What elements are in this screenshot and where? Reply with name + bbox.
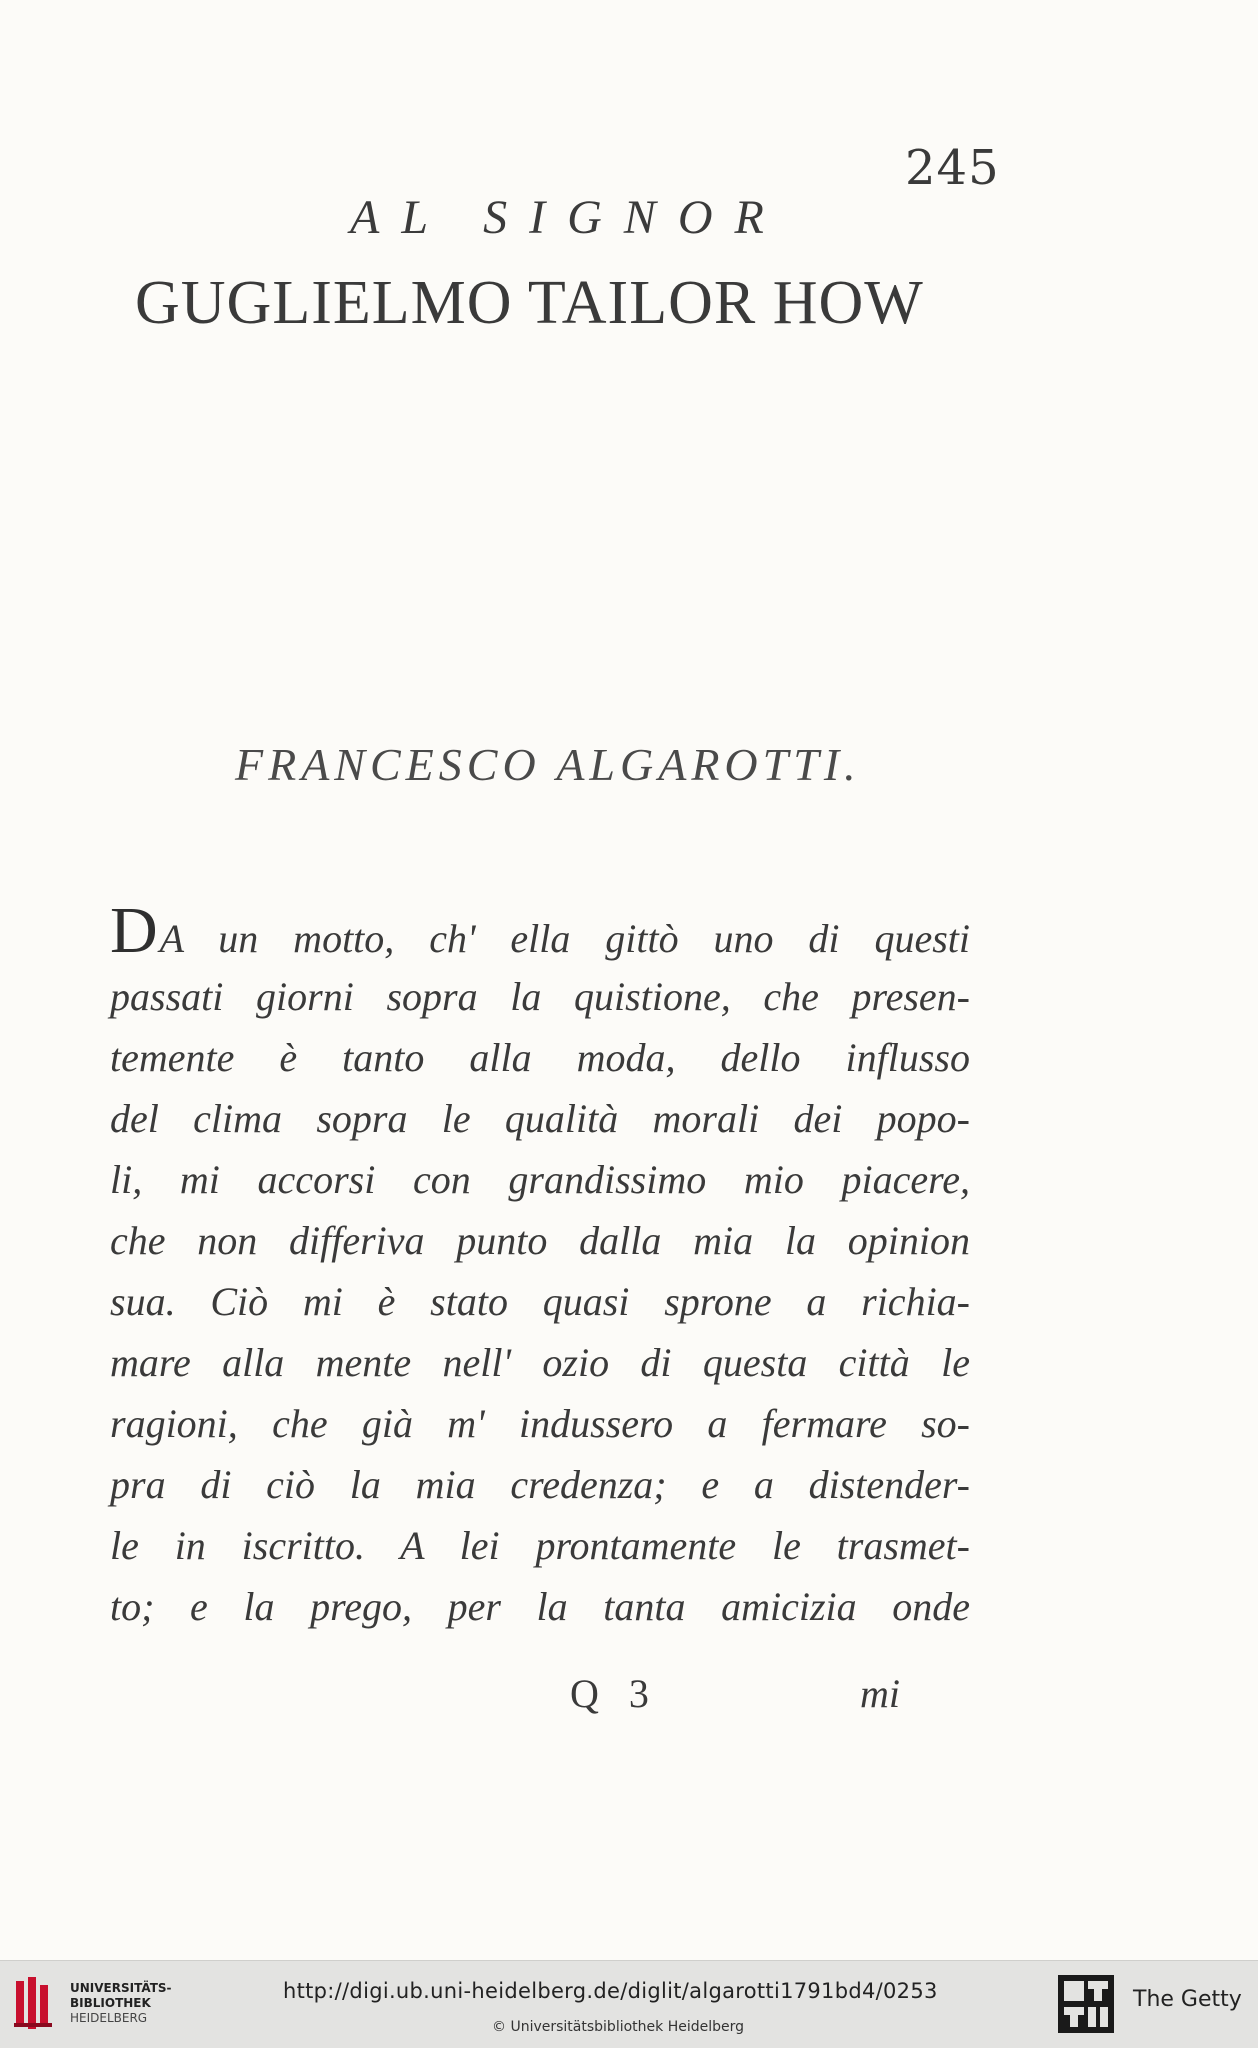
recipient-heading: GUGLIELMO TAILOR HOW — [135, 269, 924, 337]
letter-body — [110, 894, 970, 1637]
body-line: pra di ciò la mia credenza; e a distender- — [110, 1462, 970, 1507]
drop-cap: D — [110, 894, 156, 967]
partner-name[interactable]: The Getty — [1133, 1987, 1242, 2012]
body-line: mare alla mente nell' ozio di questa città le — [110, 1340, 970, 1385]
body-line: del clima sopra le qualità morali dei popo- — [110, 1096, 970, 1141]
signature-mark: Q 3 — [570, 1671, 659, 1716]
body-line: passati giorni sopra la quistione, che presen- — [110, 974, 970, 1019]
viewer-footer — [0, 1960, 1258, 2048]
sender-heading: FRANCESCO ALGAROTTI. — [235, 739, 861, 790]
salutation-heading: AL SIGNOR — [350, 191, 786, 244]
library-name-line1: UNIVERSITÄTS- — [70, 1981, 172, 1995]
library-name — [70, 1981, 172, 2026]
permalink-url[interactable]: http://digi.ub.uni-heidelberg.de/diglit/algarotti1791bd4/0253 — [283, 1979, 938, 2003]
library-name-line2: BIBLIOTHEK — [70, 1996, 151, 2010]
body-line — [110, 894, 970, 967]
body-line: le in iscritto. A lei prontamente le trasmet- — [110, 1523, 970, 1568]
getty-logo-icon[interactable] — [1058, 1975, 1114, 2033]
library-name-line3: HEIDELBERG — [70, 2011, 148, 2025]
ub-heidelberg-logo-icon[interactable] — [14, 1975, 56, 2031]
page-number: 245 — [905, 140, 1000, 196]
body-line: ragioni, che già m' indussero a fermare so- — [110, 1401, 970, 1446]
copyright-notice: © Universitätsbibliothek Heidelberg — [492, 2019, 745, 2035]
body-line: sua. Ciò mi è stato quasi sprone a richia- — [110, 1279, 970, 1324]
body-line: to; e la prego, per la tanta amicizia onde — [110, 1584, 970, 1629]
first-line-text: A un motto, ch' ella gittò uno di questi — [159, 916, 970, 961]
catchword: mi — [860, 1671, 900, 1716]
body-line: li, mi accorsi con grandissimo mio piacere, — [110, 1157, 970, 1202]
body-line: che non differiva punto dalla mia la opinion — [110, 1218, 970, 1263]
body-line: temente è tanto alla moda, dello influsso — [110, 1035, 970, 1080]
